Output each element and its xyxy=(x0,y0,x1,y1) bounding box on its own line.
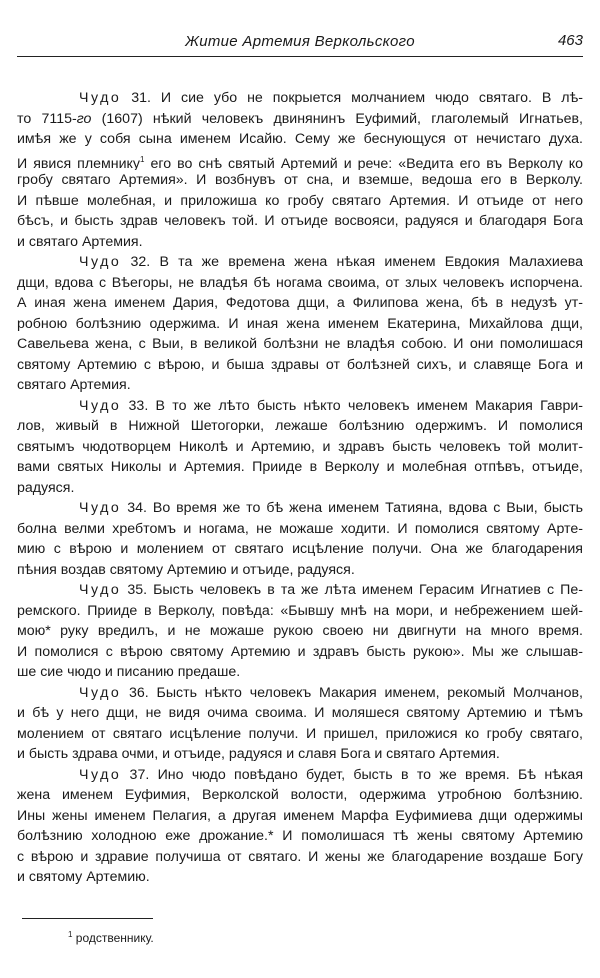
body-text xyxy=(17,88,583,888)
text-segment: молением от святаго исцѣление получи. И пришел, приложися ко гробу святаго, xyxy=(17,725,583,742)
text-line xyxy=(17,129,583,150)
text-line xyxy=(17,232,583,253)
text-segment: и бѣ у него дщи, не видя очима своима. И моляшеся святому Артемию и тѣмъ xyxy=(17,705,583,721)
paragraph-miracle xyxy=(17,88,583,252)
text-segment: радуяся. xyxy=(17,479,75,496)
text-segment: болна велми хребтомъ и ногама, не можаше ходити. И помолися святому Арте- xyxy=(17,520,583,537)
text-segment: 32. В та же времена жена нѣкая именем Евдокия Малахиева xyxy=(121,254,583,270)
text-line xyxy=(17,560,583,581)
miracle-heading: Чудо xyxy=(79,397,122,414)
text-line xyxy=(17,806,583,827)
text-line xyxy=(17,355,583,376)
miracle-heading: Чудо xyxy=(79,582,122,598)
text-line xyxy=(17,601,583,622)
text-segment: и святаго Артемия. xyxy=(17,233,143,250)
text-line xyxy=(17,437,583,458)
text-segment: Ины жены именем Пелагия, а другая именем Марфа Еуфимиева дщи одержимы xyxy=(17,807,583,824)
text-line xyxy=(17,109,583,130)
text-line xyxy=(17,662,583,683)
paragraph-miracle xyxy=(17,252,583,396)
text-segment: И пѣвше молебная, и приложиша ко гробу святаго Артемия. И отъиде от него xyxy=(17,192,583,209)
footnote-text: родственнику. xyxy=(75,931,154,945)
text-segment: ше сие чюдо и писанию предаше. xyxy=(17,664,241,680)
text-segment: его во снѣ святый Артемий и рече: «Ведита его въ Верколу ко xyxy=(144,155,583,170)
text-segment: жена именем Еуфимия, Верколской волости, одержима утробною болѣзнию. xyxy=(17,787,583,803)
text-segment: 35. Бысть человекъ в та же лѣта именем Герасим Игнатиев с Пе- xyxy=(121,582,583,598)
footnote-ref: 1 xyxy=(139,154,145,164)
text-line xyxy=(17,211,583,232)
text-line xyxy=(17,539,583,560)
text-segment: 34. Во время же то бѣ жена именем Татияна, вдова с Выи, бысть xyxy=(121,500,583,516)
text-segment: 31. И сие убо не покрыется молчанием чюдо святаго. В лѣ- xyxy=(121,90,583,106)
text-segment: Савельева жена, с Выи, в великой болѣзни не владѣя собою. И они помолишася xyxy=(17,336,583,352)
text-segment: болѣзнию холодною еже дрожание.* И помолишася тѣ жены святому Артемию xyxy=(17,828,583,844)
text-segment: И явися племнику xyxy=(17,155,140,170)
text-line xyxy=(17,273,583,294)
text-segment: мию с вѣрою и молением от святаго исцѣление получи. Она же благодарения xyxy=(17,541,583,557)
text-line xyxy=(17,396,583,417)
text-line xyxy=(17,621,583,642)
text-segment: 37. Ино чюдо повѣдано будет, бысть в то же время. Бѣ нѣкая xyxy=(121,766,583,783)
text-line xyxy=(17,580,583,601)
text-segment: святаго Артемия. xyxy=(17,377,131,393)
paragraph-miracle xyxy=(17,498,583,580)
text-line xyxy=(17,293,583,314)
text-segment: 33. В то же лѣто бысть нѣкто человекъ именем Макария Гаври- xyxy=(121,397,583,414)
text-segment: робною болѣзнию одержима. И иная жена именем Екатерина, Михайлова дщи, xyxy=(17,315,583,332)
text-line xyxy=(17,847,583,868)
page-number: 463 xyxy=(557,32,583,49)
miracle-heading: Чудо xyxy=(79,766,122,783)
text-line xyxy=(17,375,583,396)
text-line xyxy=(17,416,583,437)
text-line xyxy=(17,724,583,745)
footnote-marker: 1 xyxy=(68,930,73,939)
page-header xyxy=(17,30,583,57)
text-line xyxy=(17,334,583,355)
text-segment: с вѣрою и здравие получиша от святаго. И жены же благодарение воздаше Богу xyxy=(17,848,583,865)
text-line xyxy=(17,642,583,663)
paragraph-miracle xyxy=(17,396,583,499)
text-segment: лов, живый в Нижной Шетогорки, лежаше болѣзнию одержимъ. И помолися xyxy=(17,418,583,434)
text-segment: дщи, вдова с Вѣегоры, не владѣя бѣ ногама своима, от злых человекъ испорчена. xyxy=(17,274,583,291)
text-segment: ремского. Прииде в Верколу, повѣда: «Бывшу мнѣ на мори, и небрежением шей- xyxy=(17,602,583,619)
paragraph-miracle xyxy=(17,683,583,765)
text-line xyxy=(17,498,583,519)
text-segment: святому Артемию с вѣрою, и быша здравы от болѣзней сихъ, и славяще Бога и xyxy=(17,356,583,373)
miracle-heading: Чудо xyxy=(79,500,122,516)
text-line xyxy=(17,150,583,171)
text-segment: бѣсъ, и бысть здрав человекъ той. И отъиде восвояси, радуяся и благодаря Бога xyxy=(17,213,583,229)
text-segment: и бысть здрава очми, и отъиде, радуяся и славя Бога и святаго Артемия. xyxy=(17,746,500,762)
text-line xyxy=(17,785,583,806)
paragraph-miracle xyxy=(17,765,583,888)
text-segment: мою* руку вредилъ, и не можаше рукою своею ни двигнути на много время. xyxy=(17,623,583,639)
text-line xyxy=(17,765,583,786)
running-title: Житие Артемия Веркольского xyxy=(185,33,415,50)
miracle-heading: Чудо xyxy=(79,90,122,106)
text-line xyxy=(17,170,583,191)
text-segment: 36. Бысть нѣкто человекъ Макария именем, рекомый Молчанов, xyxy=(121,684,583,701)
text-segment: И помолися с вѣрою святому Артемию и здравъ бысть рукою». Мы же слышав- xyxy=(17,643,583,660)
text-segment: святымъ чюдотворцем Николѣ и Артемию, и здравъ бысть человекъ той молит- xyxy=(17,438,583,455)
text-line xyxy=(17,744,583,765)
paragraph-miracle xyxy=(17,580,583,683)
miracle-heading: Чудо xyxy=(79,254,122,270)
miracle-heading: Чудо xyxy=(79,684,122,701)
text-segment: то 7115- xyxy=(17,110,77,127)
text-segment: (1607) нѣкий человекъ двинянинъ Еуфимий, глаголемый Игнатьев, xyxy=(91,110,583,127)
footnote xyxy=(68,930,154,945)
text-segment: А иная жена именем Дария, Федотова дщи, а Филипова жена, бѣ в недузѣ ут- xyxy=(17,295,583,311)
text-line xyxy=(17,826,583,847)
text-segment: гробу святаго Артемия». И возбнувъ от сна, и вземше, ведоша его в Верколу. xyxy=(17,172,583,188)
text-line xyxy=(17,314,583,335)
text-line xyxy=(17,191,583,212)
text-segment: вами святых Николы и Артемия. Прииде в Верколу и молебная отпѣвъ, отъиде, xyxy=(17,459,583,475)
text-segment: и святому Артемию. xyxy=(17,869,150,885)
text-segment: пѣния воздав святому Артемию и отъиде, радуяся. xyxy=(17,561,355,578)
text-line xyxy=(17,519,583,540)
text-line xyxy=(17,683,583,704)
footnote-divider xyxy=(22,918,153,919)
text-line xyxy=(17,88,583,109)
text-line xyxy=(17,703,583,724)
text-segment: го xyxy=(76,110,92,127)
text-line xyxy=(17,457,583,478)
text-line xyxy=(17,252,583,273)
text-segment: имѣя же у собя сына именем Исайю. Сему же беснующуся от нечистаго духа. xyxy=(17,131,583,147)
text-line xyxy=(17,867,583,888)
text-line xyxy=(17,478,583,499)
